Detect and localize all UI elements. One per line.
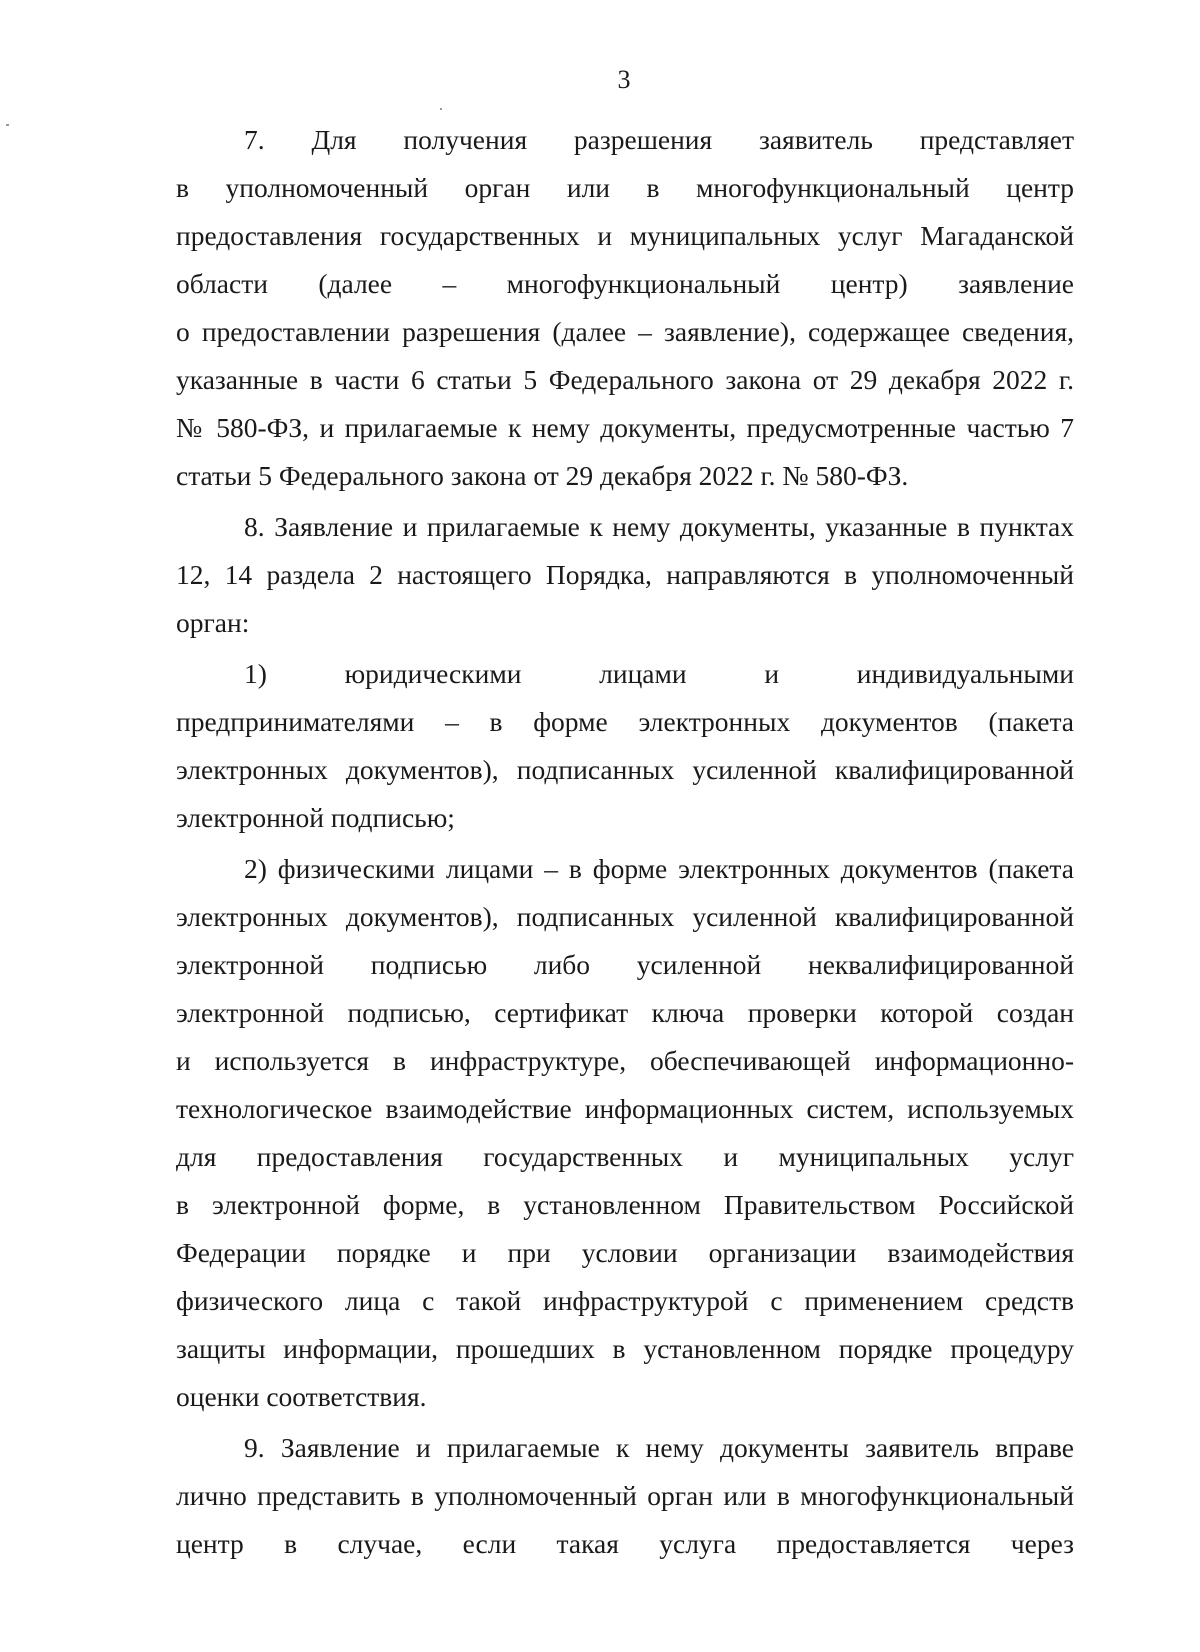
- text-line: 1) юридическими лицами и индивидуальными: [244, 658, 1074, 689]
- text-line: технологическое взаимодействие информационных систем, используемых: [176, 1093, 1074, 1124]
- text-line: электронных документов), подписанных усиленной квалифицированной: [176, 754, 1074, 785]
- text-line: электронной подписью либо усиленной неквалифицированной: [176, 949, 1074, 980]
- page-number: 3: [617, 65, 631, 94]
- text-line: электронной подписью;: [176, 802, 455, 833]
- text-line: 7. Для получения разрешения заявитель представляет: [244, 124, 1074, 155]
- text-line: предоставления государственных и муниципальных услуг Магаданской: [176, 220, 1074, 251]
- text-line: № 580-ФЗ, и прилагаемые к нему документы, предусмотренные частью 7: [176, 412, 1074, 443]
- text-line: статьи 5 Федерального закона от 29 декабря 2022 г. № 580-ФЗ.: [176, 460, 909, 491]
- scan-speck: [440, 108, 442, 110]
- text-line: указанные в части 6 статьи 5 Федерального закона от 29 декабря 2022 г.: [176, 364, 1074, 395]
- paragraph-9: [176, 1424, 1074, 1568]
- text-line: в электронной форме, в установленном Правительством Российской: [176, 1189, 1074, 1220]
- text-line: Федерации порядке и при условии организации взаимодействия: [176, 1237, 1074, 1268]
- text-line: 12, 14 раздела 2 настоящего Порядка, направляются в уполномоченный: [176, 559, 1074, 590]
- text-line: 2) физическими лицами – в форме электронных документов (пакета: [244, 853, 1074, 884]
- text-line: 9. Заявление и прилагаемые к нему документы заявитель вправе: [244, 1432, 1074, 1463]
- text-line: предпринимателями – в форме электронных документов (пакета: [176, 706, 1074, 737]
- text-line: орган:: [176, 607, 250, 638]
- text-line: защиты информации, прошедших в установленном порядке процедуру: [176, 1333, 1074, 1364]
- document-body: [176, 116, 1074, 1568]
- text-line: для предоставления государственных и муниципальных услуг: [176, 1141, 1074, 1172]
- text-line: и используется в инфраструктуре, обеспечивающей информационно-: [176, 1045, 1074, 1076]
- text-line: о предоставлении разрешения (далее – заявление), содержащее сведения,: [176, 316, 1074, 347]
- text-line: лично представить в уполномоченный орган или в многофункциональный: [176, 1480, 1074, 1511]
- paragraph-8-item-2: [176, 845, 1074, 1421]
- paragraph-7: [176, 116, 1074, 500]
- scan-speck: [6, 124, 9, 126]
- paragraph-8: [176, 503, 1074, 647]
- text-line: оценки соответствия.: [176, 1381, 427, 1412]
- text-line: в уполномоченный орган или в многофункциональный центр: [176, 172, 1074, 203]
- text-line: центр в случае, если такая услуга предоставляется через: [176, 1528, 1074, 1559]
- text-line: 8. Заявление и прилагаемые к нему документы, указанные в пунктах: [244, 511, 1074, 542]
- text-line: электронных документов), подписанных усиленной квалифицированной: [176, 901, 1074, 932]
- text-line: области (далее – многофункциональный центр) заявление: [176, 268, 1074, 299]
- text-line: физического лица с такой инфраструктурой с применением средств: [176, 1285, 1074, 1316]
- paragraph-8-item-1: [176, 650, 1074, 842]
- text-line: электронной подписью, сертификат ключа проверки которой создан: [176, 997, 1074, 1028]
